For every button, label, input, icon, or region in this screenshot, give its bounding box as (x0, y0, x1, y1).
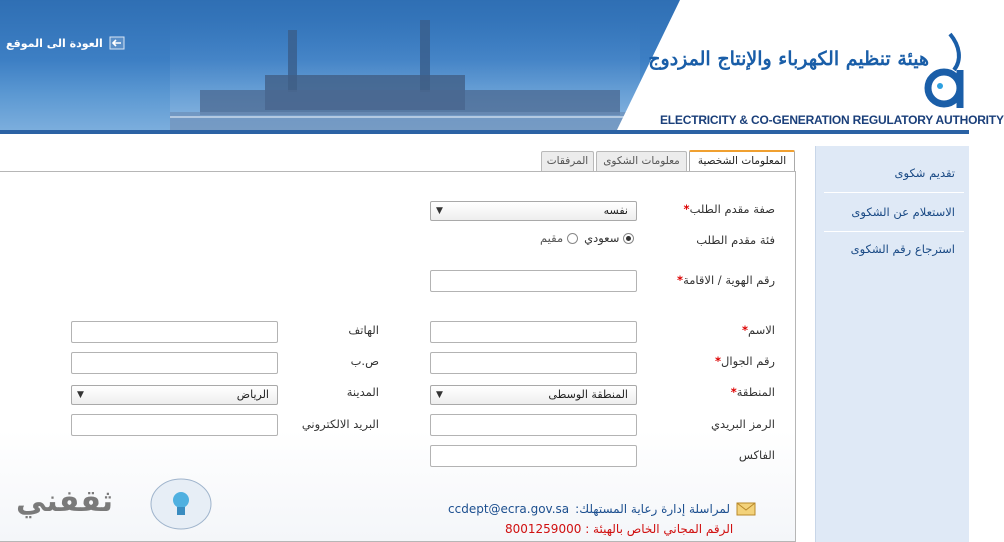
id-number-input[interactable] (430, 270, 637, 292)
postal-code-label: الرمز البريدي (711, 417, 775, 431)
sidebar-divider (824, 192, 964, 193)
applicant-type-value: نفسه (603, 204, 628, 217)
fax-input[interactable] (430, 445, 637, 467)
applicant-category-radio-group (540, 231, 634, 245)
email-label: البريد الالكتروني (301, 417, 379, 431)
id-number-label: رقم الهوية / الاقامة* (677, 273, 775, 287)
power-plant-skyline-image (170, 20, 640, 130)
contact-text: لمراسلة إدارة رعاية المستهلك: (575, 502, 731, 516)
org-name-arabic: هيئة تنظيم الكهرباء والإنتاج المزدوج (648, 48, 929, 70)
tab-personal-info[interactable]: المعلومات الشخصية (689, 150, 795, 172)
region-select[interactable] (430, 385, 637, 405)
city-value: الرياض (236, 388, 269, 401)
applicant-category-label: فئة مقدم الطلب (696, 233, 775, 247)
email-input[interactable] (71, 414, 278, 436)
required-asterisk: * (677, 273, 684, 287)
header-divider (0, 130, 969, 134)
region-label: المنطقة* (730, 385, 775, 399)
applicant-type-label: صفة مقدم الطلب* (683, 202, 775, 216)
envelope-icon (736, 502, 756, 516)
region-value: المنطقة الوسطى (548, 388, 628, 401)
required-asterisk: * (683, 202, 690, 216)
required-asterisk: * (715, 354, 722, 368)
required-asterisk: * (741, 323, 748, 337)
sidebar-item-submit-complaint[interactable]: تقديم شكوى (894, 166, 955, 180)
back-link-label: العودة الى الموقع (6, 36, 103, 50)
radio-resident[interactable] (567, 233, 578, 244)
fax-label: الفاكس (738, 448, 775, 462)
name-input[interactable] (430, 321, 637, 343)
phone-input[interactable] (71, 321, 278, 343)
hotline-info (505, 522, 733, 536)
po-box-label: ص.ب (350, 354, 379, 368)
postal-code-input[interactable] (430, 414, 637, 436)
name-label: الاسم* (741, 323, 775, 337)
dropdown-caret-icon: ▼ (436, 206, 443, 216)
watermark-text: ثقفني (16, 484, 114, 519)
contact-email-link[interactable]: ccdept@ecra.gov.sa (448, 502, 570, 516)
back-to-site-link[interactable] (6, 36, 125, 50)
mobile-label: رقم الجوال* (715, 354, 775, 368)
phone-label: الهاتف (348, 323, 379, 337)
required-asterisk: * (730, 385, 737, 399)
dropdown-caret-icon: ▼ (77, 390, 84, 400)
dropdown-caret-icon: ▼ (436, 390, 443, 400)
city-label: المدينة (346, 385, 379, 399)
radio-resident-label: مقيم (540, 231, 564, 245)
radio-saudi-label: سعودي (584, 231, 620, 245)
radio-saudi[interactable] (623, 233, 634, 244)
hotline-text: الرقم المجاني الخاص بالهيئة : (585, 522, 734, 536)
sidebar-divider (824, 231, 964, 232)
right-sidebar (815, 146, 969, 542)
org-name-english: ELECTRICITY & CO-GENERATION REGULATORY AUTHORITY (660, 113, 1004, 127)
sidebar-item-retrieve-number[interactable]: استرجاع رقم الشكوى (850, 242, 955, 256)
applicant-type-select[interactable] (430, 201, 637, 221)
hotline-number: 8001259000 (505, 522, 582, 536)
tab-complaint-info[interactable]: معلومات الشكوى (596, 151, 687, 171)
tab-attachments[interactable]: المرفقات (541, 151, 594, 171)
po-box-input[interactable] (71, 352, 278, 374)
contact-info (448, 502, 756, 516)
back-arrow-icon (109, 36, 125, 50)
sidebar-item-inquire-complaint[interactable]: الاستعلام عن الشكوى (851, 205, 955, 219)
city-select[interactable] (71, 385, 278, 405)
mobile-input[interactable] (430, 352, 637, 374)
ecra-logo-icon (920, 30, 968, 112)
